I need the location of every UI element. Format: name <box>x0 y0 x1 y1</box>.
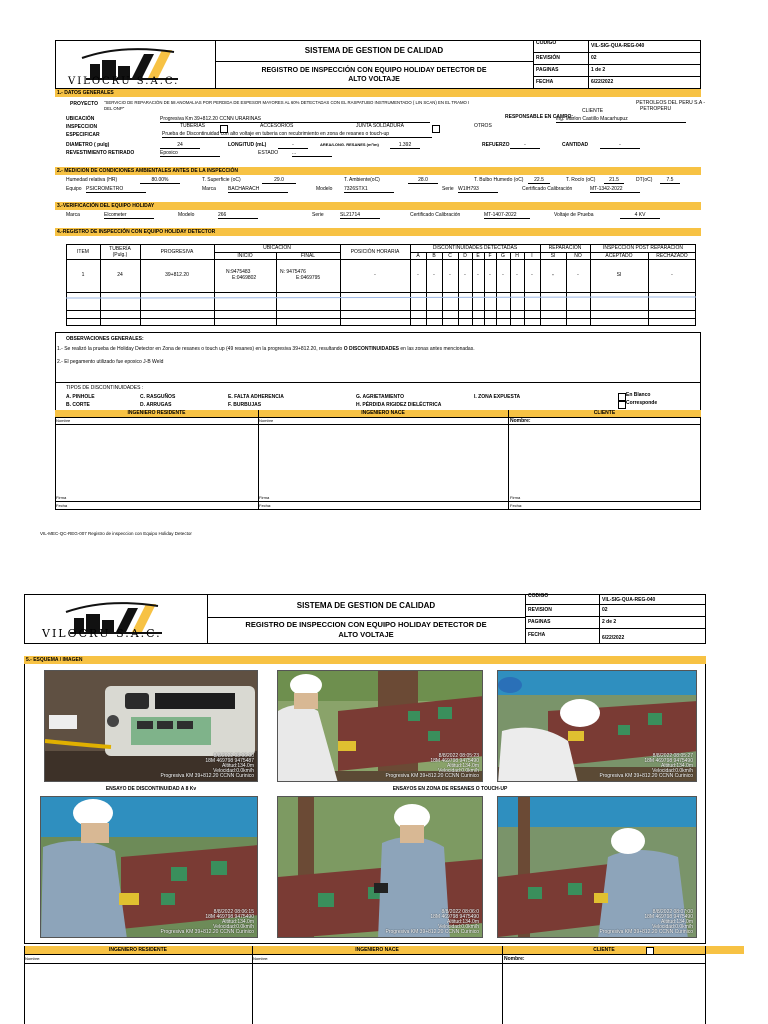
tamb-value: 28.0 <box>408 177 438 184</box>
caption-ensayo-discontinuidad: ENSAYO DE DISCONTINUIDAD A 8 Kv <box>105 786 197 792</box>
row-si: - <box>552 272 554 278</box>
firma-nombre-1: Nombre <box>56 418 71 423</box>
cliente-value-line2: PETROPERU <box>640 106 672 112</box>
col-ubicacion: UBICACIÓN <box>263 245 291 251</box>
ver-modelo-value: 266 <box>218 212 258 219</box>
dt-label: DT(oC) <box>636 177 653 183</box>
revision-value-p2: 02 <box>602 607 608 613</box>
firma-firma-1: Firma <box>56 495 67 500</box>
fecha-label: FECHA <box>536 79 554 85</box>
col-inspeccion-post: INSPECCIÓN POST REPARACIÓN <box>602 245 684 251</box>
observaciones-title: OBSERVACIONES GENERALES: <box>66 336 144 342</box>
photo-inspection-touchup-5 <box>497 796 697 938</box>
page2-title-line2: ALTO VOLTAJE <box>338 630 394 639</box>
codigo-value-p2: VIL-SIG-QUA-REG-040 <box>602 597 656 603</box>
accesorios-option: ACCESORIOS <box>260 123 294 129</box>
col-disc-c: C <box>448 253 452 259</box>
photo-stamp-3: 8/8/2022 08:05:27 18M 469798 9475490 Altitud:134.0m Velocidad:0.0km/h Progresiva KM 39+812.20 CCNN Curinico <box>599 753 693 779</box>
photo-stamp-2: 8/8/2022 08:05:23 18M 469798 9475490 Altitud:134.0m Velocidad:0.0km/h Progresiva KM 39+812.20 CCNN Curinico <box>385 753 479 779</box>
row-disc-h: - <box>516 272 518 278</box>
col-disc-i: I <box>531 253 533 259</box>
tbulbo-label: T. Bulbo Humedo (oC) <box>474 177 524 183</box>
col-disc-a: A <box>416 253 420 259</box>
row-disc-i: - <box>531 272 533 278</box>
otros-option: OTROS <box>474 123 492 129</box>
estado-label: ESTADO <box>258 150 279 156</box>
responsable-label: RESPONSABLE EN CAMPO: <box>505 114 574 120</box>
row-aceptado: SI <box>616 272 622 278</box>
en-blanco-label: En Blanco <box>626 392 651 398</box>
refuerzo-label: REFUERZO <box>482 142 510 148</box>
ver-voltaje-value: 4 KV <box>620 212 660 219</box>
col-aceptado: ACEPTADO <box>605 253 633 259</box>
cantidad-value: - <box>600 142 640 149</box>
row-inicio-n: N:9475483 <box>226 269 251 275</box>
footer-reference: VIL-MEC-QC-REG-007 Registro de inspeccion con Equipo Holiday Detector <box>40 531 192 536</box>
junta-option: JUNTA SOLDADURA <box>356 123 404 129</box>
amb-cert-value: MT-1342-2022 <box>590 186 640 193</box>
col-item: ITEM <box>77 249 89 255</box>
system-title: SISTEMA DE GESTION DE CALIDAD <box>304 46 444 55</box>
col-rechazado: RECHAZADO <box>656 253 688 259</box>
section-datos-generales: 1.- DATOS GENERALES <box>55 89 701 97</box>
estado-value: ... <box>292 150 332 157</box>
paginas-label: PAGINAS <box>536 67 559 73</box>
fecha-label-p2: FECHA <box>528 632 546 638</box>
tipo-f: F. BURBUJAS <box>228 402 262 408</box>
firma-ing-residente-header: INGENIERO RESIDENTE <box>127 410 186 416</box>
firma-cliente-header: CLIENTE <box>593 410 616 416</box>
cliente-label: CLIENTE <box>582 108 604 114</box>
tipo-d: D. ARRUGAS <box>140 402 172 408</box>
amb-serie-value: W1IH793 <box>458 186 498 193</box>
tsup-value: 29.0 <box>262 177 296 184</box>
codigo-label-p2: CODIGO <box>528 593 549 599</box>
revestimiento-value: Epoxico <box>160 150 220 157</box>
photo-stamp-6: 8/8/2022 08:07:00 18M 469798 9475490 Altitud:134.0m Velocidad:0.0km/h Progresiva KM 39+812.20 CCNN Curinico <box>599 909 693 935</box>
revision-label: REVISIÓN <box>536 55 560 61</box>
amb-modelo-label: Modelo <box>316 186 333 192</box>
row-disc-d: - <box>464 272 466 278</box>
area-value: 1.392 <box>390 142 420 149</box>
col-no: NO <box>574 253 582 259</box>
row-rechazado: - <box>671 272 673 278</box>
system-title-p2: SISTEMA DE GESTION DE CALIDAD <box>296 601 436 610</box>
row-disc-b: - <box>433 272 435 278</box>
section-verificacion: 3.-VERIFICACIÓN DEL EQUIPO HOLIDAY <box>55 202 701 210</box>
col-disc-f: F <box>488 253 492 259</box>
row-final-n: N: 9475476 <box>280 269 306 275</box>
tipo-a: A. PINHOLE <box>66 394 95 400</box>
row-final-e: E:0469795 <box>296 275 321 281</box>
revision-value: 02 <box>591 55 597 61</box>
proyecto-label: PROYECTO <box>70 101 98 107</box>
form-title-line2: ALTO VOLTAJE <box>348 76 400 83</box>
fecha-value-p2: 6/22/2022 <box>602 635 625 641</box>
photo-stamp-1: 8/8/2022 08:06:00 18M 469798 9475487 Altitud:134.0m Velocidad:0.0km/h Progresiva KM 39+812.20 CCNN Curinico <box>160 753 254 779</box>
refuerzo-value: - <box>510 142 540 149</box>
equipo-label: Equipo <box>66 186 82 192</box>
codigo-value: VIL-SIG-QUA-REG-040 <box>591 43 645 49</box>
row-progresiva: 39+812.20 <box>165 272 189 278</box>
especificar-label: ESPECIFICAR <box>66 132 100 138</box>
fecha-value: 6/22/2022 <box>591 79 614 85</box>
logo-text: VILOCRU S.A.C. <box>68 76 180 87</box>
row-tuberia: 24 <box>117 272 123 278</box>
p2-nombre-1: Nombre: <box>25 956 41 961</box>
codigo-label: CODIGO <box>536 40 557 46</box>
firma-nombre-3: Nombre: <box>510 418 531 424</box>
col-disc-g: G <box>501 253 505 259</box>
longitud-value: - <box>278 142 308 149</box>
row-disc-a: - <box>417 272 419 278</box>
section-esquema: 5.- ESQUEMA / IMAGEN <box>24 656 706 664</box>
amb-cert-label: Certificado Calibración <box>522 186 573 192</box>
ver-serie-label: Serie <box>312 212 324 218</box>
ubicacion-value: Progresiva Km 39+812.20 CCNN URARINAS <box>160 116 430 123</box>
col-reparacion: REPARACIÓN <box>548 245 582 251</box>
junta-checkbox[interactable] <box>432 125 440 133</box>
p2-nombre-3: Nombre: <box>504 956 525 962</box>
en-blanco-checkbox[interactable] <box>618 393 626 401</box>
p2-nombre-2: Nombre: <box>253 956 269 961</box>
paginas-value: 1 de 2 <box>591 67 606 73</box>
tipo-h: H. PÉRDIDA RIGIDEZ DIELÉCTRICA <box>356 402 442 408</box>
amb-serie-label: Serie <box>442 186 454 192</box>
paginas-value-p2: 2 de 2 <box>602 619 617 625</box>
paginas-label-p2: PAGINAS <box>528 619 551 625</box>
photo-holiday-detector <box>44 670 258 782</box>
longitud-label: LONGITUD (mL) <box>228 142 267 148</box>
row-disc-e: - <box>477 272 479 278</box>
responsable-value: Ing. Marlon Castillo Macarhupuz <box>556 116 686 123</box>
section-ambientales: 2.- MEDICION DE CONDICIONES AMBIENTALES ANTES DE LA INSPECCIÓN <box>55 167 701 175</box>
row-disc-g: - <box>502 272 504 278</box>
col-disc-b: B <box>432 253 436 259</box>
row-no: - <box>577 272 579 278</box>
photo-inspection-touchup-3 <box>40 796 258 938</box>
trocio-label: T. Rocío (oC) <box>566 177 596 183</box>
firma-firma-2: Firma <box>259 495 270 500</box>
row-posicion: - <box>374 272 376 278</box>
photo-stamp-5: 8/8/2022 08:06:0 18M 469798 9475490 Altitud:134.0m Velocidad:0.0km/h Progresiva KM 39+812.20 CCNN Curinico <box>385 909 479 935</box>
proyecto-value: "SERVICIO DE REPARACIÓN DE 58 ANOMALIAS POR PERDIDA DE ESPESOR MAYORES AL 60% DETECTADAS CON EL RASPATUBO INSTRUMENTADO ( LIN SCAN) EN EL TRAMO I <box>104 100 470 105</box>
corresponde-label: Corresponde <box>626 400 658 406</box>
p2-firma-ing-residente: INGENIERO RESIDENTE <box>108 947 168 953</box>
trocio-value: 21.5 <box>604 177 624 184</box>
col-disc-d: D <box>463 253 467 259</box>
col-disc-h: H <box>515 253 519 259</box>
col-inicio: INICIO <box>237 253 253 259</box>
logo-text-p2: VILOCRU S.A.C. <box>42 627 162 640</box>
diametro-value: 24 <box>160 142 200 149</box>
tipo-i: I. ZONA EXPUESTA <box>474 394 521 400</box>
row-disc-f: - <box>489 272 491 278</box>
firma-fecha-2: Fecha: <box>259 503 272 508</box>
tbulbo-value: 22.5 <box>528 177 550 184</box>
equipo-value: PSICROMETRO <box>86 186 146 193</box>
photo-inspection-touchup-4 <box>277 796 483 938</box>
tipo-c: C. RASGUÑOS <box>140 394 176 400</box>
amb-marca-value: BACHARACH <box>228 186 288 193</box>
page2-title-line1: REGISTRO DE INSPECCION CON EQUIPO HOLIDAY DETECTOR DE <box>245 620 487 629</box>
form-title-line1: REGISTRO DE INSPECCIÓN CON EQUIPO HOLIDAY DETECTOR DE <box>261 67 487 74</box>
p2-firma-cliente: CLIENTE <box>593 947 615 953</box>
firma-nombre-2: Nombre <box>259 418 274 423</box>
caption-ensayos-touchup: ENSAYOS EN ZONA DE RESANES O TOUCH-UP <box>392 786 508 792</box>
row-inicio-e: E:0469802 <box>232 275 257 281</box>
col-tuberia-unit: (Pulg.) <box>112 252 128 258</box>
tipos-title: TIPOS DE DISCONTINUIDADES : <box>66 385 144 391</box>
proyecto-value-line2: DEL ONP" <box>104 106 125 111</box>
especificar-value: Prueba de Discontinuidad con alto voltaje en tuberia con recubrimiento en zona de resanes o touch-up <box>162 131 432 138</box>
dt-value: 7.5 <box>660 177 680 184</box>
photo-inspection-touchup-1 <box>277 670 483 782</box>
ver-voltaje-label: Voltaje de Prueba <box>554 212 594 218</box>
photo-stamp-4: 8/8/2022 08:06:15 18M 469798 9475490 Altitud:134.0m Velocidad:0.0km/h Progresiva KM 39+812.20 CCNN Curinico <box>160 909 254 935</box>
col-progresiva: PROGRESIVA <box>160 249 194 255</box>
ver-cert-label: Certificado Calibración <box>410 212 461 218</box>
amb-marca-label: Marca <box>202 186 216 192</box>
observacion-1: 1.- Se realizó la prueba de Holiday Detector en Zona de resanes o touch up (49 resanes) en la progresiva 39+812.20, resultando O DISCONTINUIDADES en las zonas antes mencionadas. <box>57 346 475 352</box>
firma-fecha-3: Fecha: <box>510 503 523 508</box>
ver-serie-value: SL21714 <box>340 212 380 219</box>
company-logo <box>62 44 212 88</box>
tipo-g: G. AGRIETAMIENTO <box>356 394 404 400</box>
ver-marca-label: Marca <box>66 212 80 218</box>
col-posicion: POSICIÓN HORARIA <box>350 249 400 255</box>
cantidad-label: CANTIDAD <box>562 142 589 148</box>
company-logo-p2 <box>34 598 204 642</box>
revestimiento-label: REVESTIMIENTO RETIRADO <box>66 150 135 156</box>
p2-firma-ing-nace: INGENIERO NACE <box>355 947 399 953</box>
observacion-2: 2.- El pegamento utilizado fue epoxico J-B Weld <box>57 359 164 365</box>
amb-modelo-value: 7326STX1 <box>344 186 394 193</box>
inspeccion-label: INSPECCION <box>66 124 98 130</box>
col-discontinuidades: DISCONTINUIDADES DETECTADAS <box>432 245 518 251</box>
photo-inspection-touchup-2 <box>497 670 697 782</box>
firma-ing-nace-header: INGENIERO NACE <box>361 410 405 416</box>
row-disc-c: - <box>449 272 451 278</box>
ver-modelo-label: Modelo <box>178 212 195 218</box>
hr-label: Humedad relativa (HR) <box>66 177 118 183</box>
section-registro: 4.-REGISTRO DE INSPECCIÓN CON EQUIPO HOLIDAY DETECTOR <box>55 228 701 236</box>
col-disc-e: E <box>476 253 480 259</box>
tuberias-option: TUBERIAS <box>180 123 206 129</box>
tamb-label: T. Ambiente(oC) <box>344 177 380 183</box>
ver-marca-value: Elcometer <box>104 212 154 219</box>
row-item: 1 <box>81 272 85 278</box>
col-tuberia: TUBERÍA <box>109 246 131 252</box>
hr-value: 80.00% <box>140 177 180 184</box>
tipo-e: E. FALTA ADHERENCIA <box>228 394 284 400</box>
col-final: FINAL <box>300 253 316 259</box>
firma-fecha-1: Fecha <box>56 503 68 508</box>
tipo-b: B. CORTE <box>66 402 90 408</box>
tsup-label: T. Superficie (oC) <box>202 177 241 183</box>
diametro-label: DIAMETRO ( pulg) <box>66 142 110 148</box>
area-label: AREA/LONG. RESANES (m²/m) <box>320 142 379 147</box>
col-si: SI <box>550 253 556 259</box>
corresponde-checkbox[interactable] <box>618 401 626 409</box>
ubicacion-label: UBICACIÓN <box>66 116 95 122</box>
ver-cert-value: MT-1407-2022 <box>484 212 530 219</box>
revision-label-p2: REVISION <box>528 607 552 613</box>
cliente-value-line1: PETROLEOS DEL PERU S.A - <box>636 100 706 106</box>
firma-firma-3: Firma <box>510 495 521 500</box>
